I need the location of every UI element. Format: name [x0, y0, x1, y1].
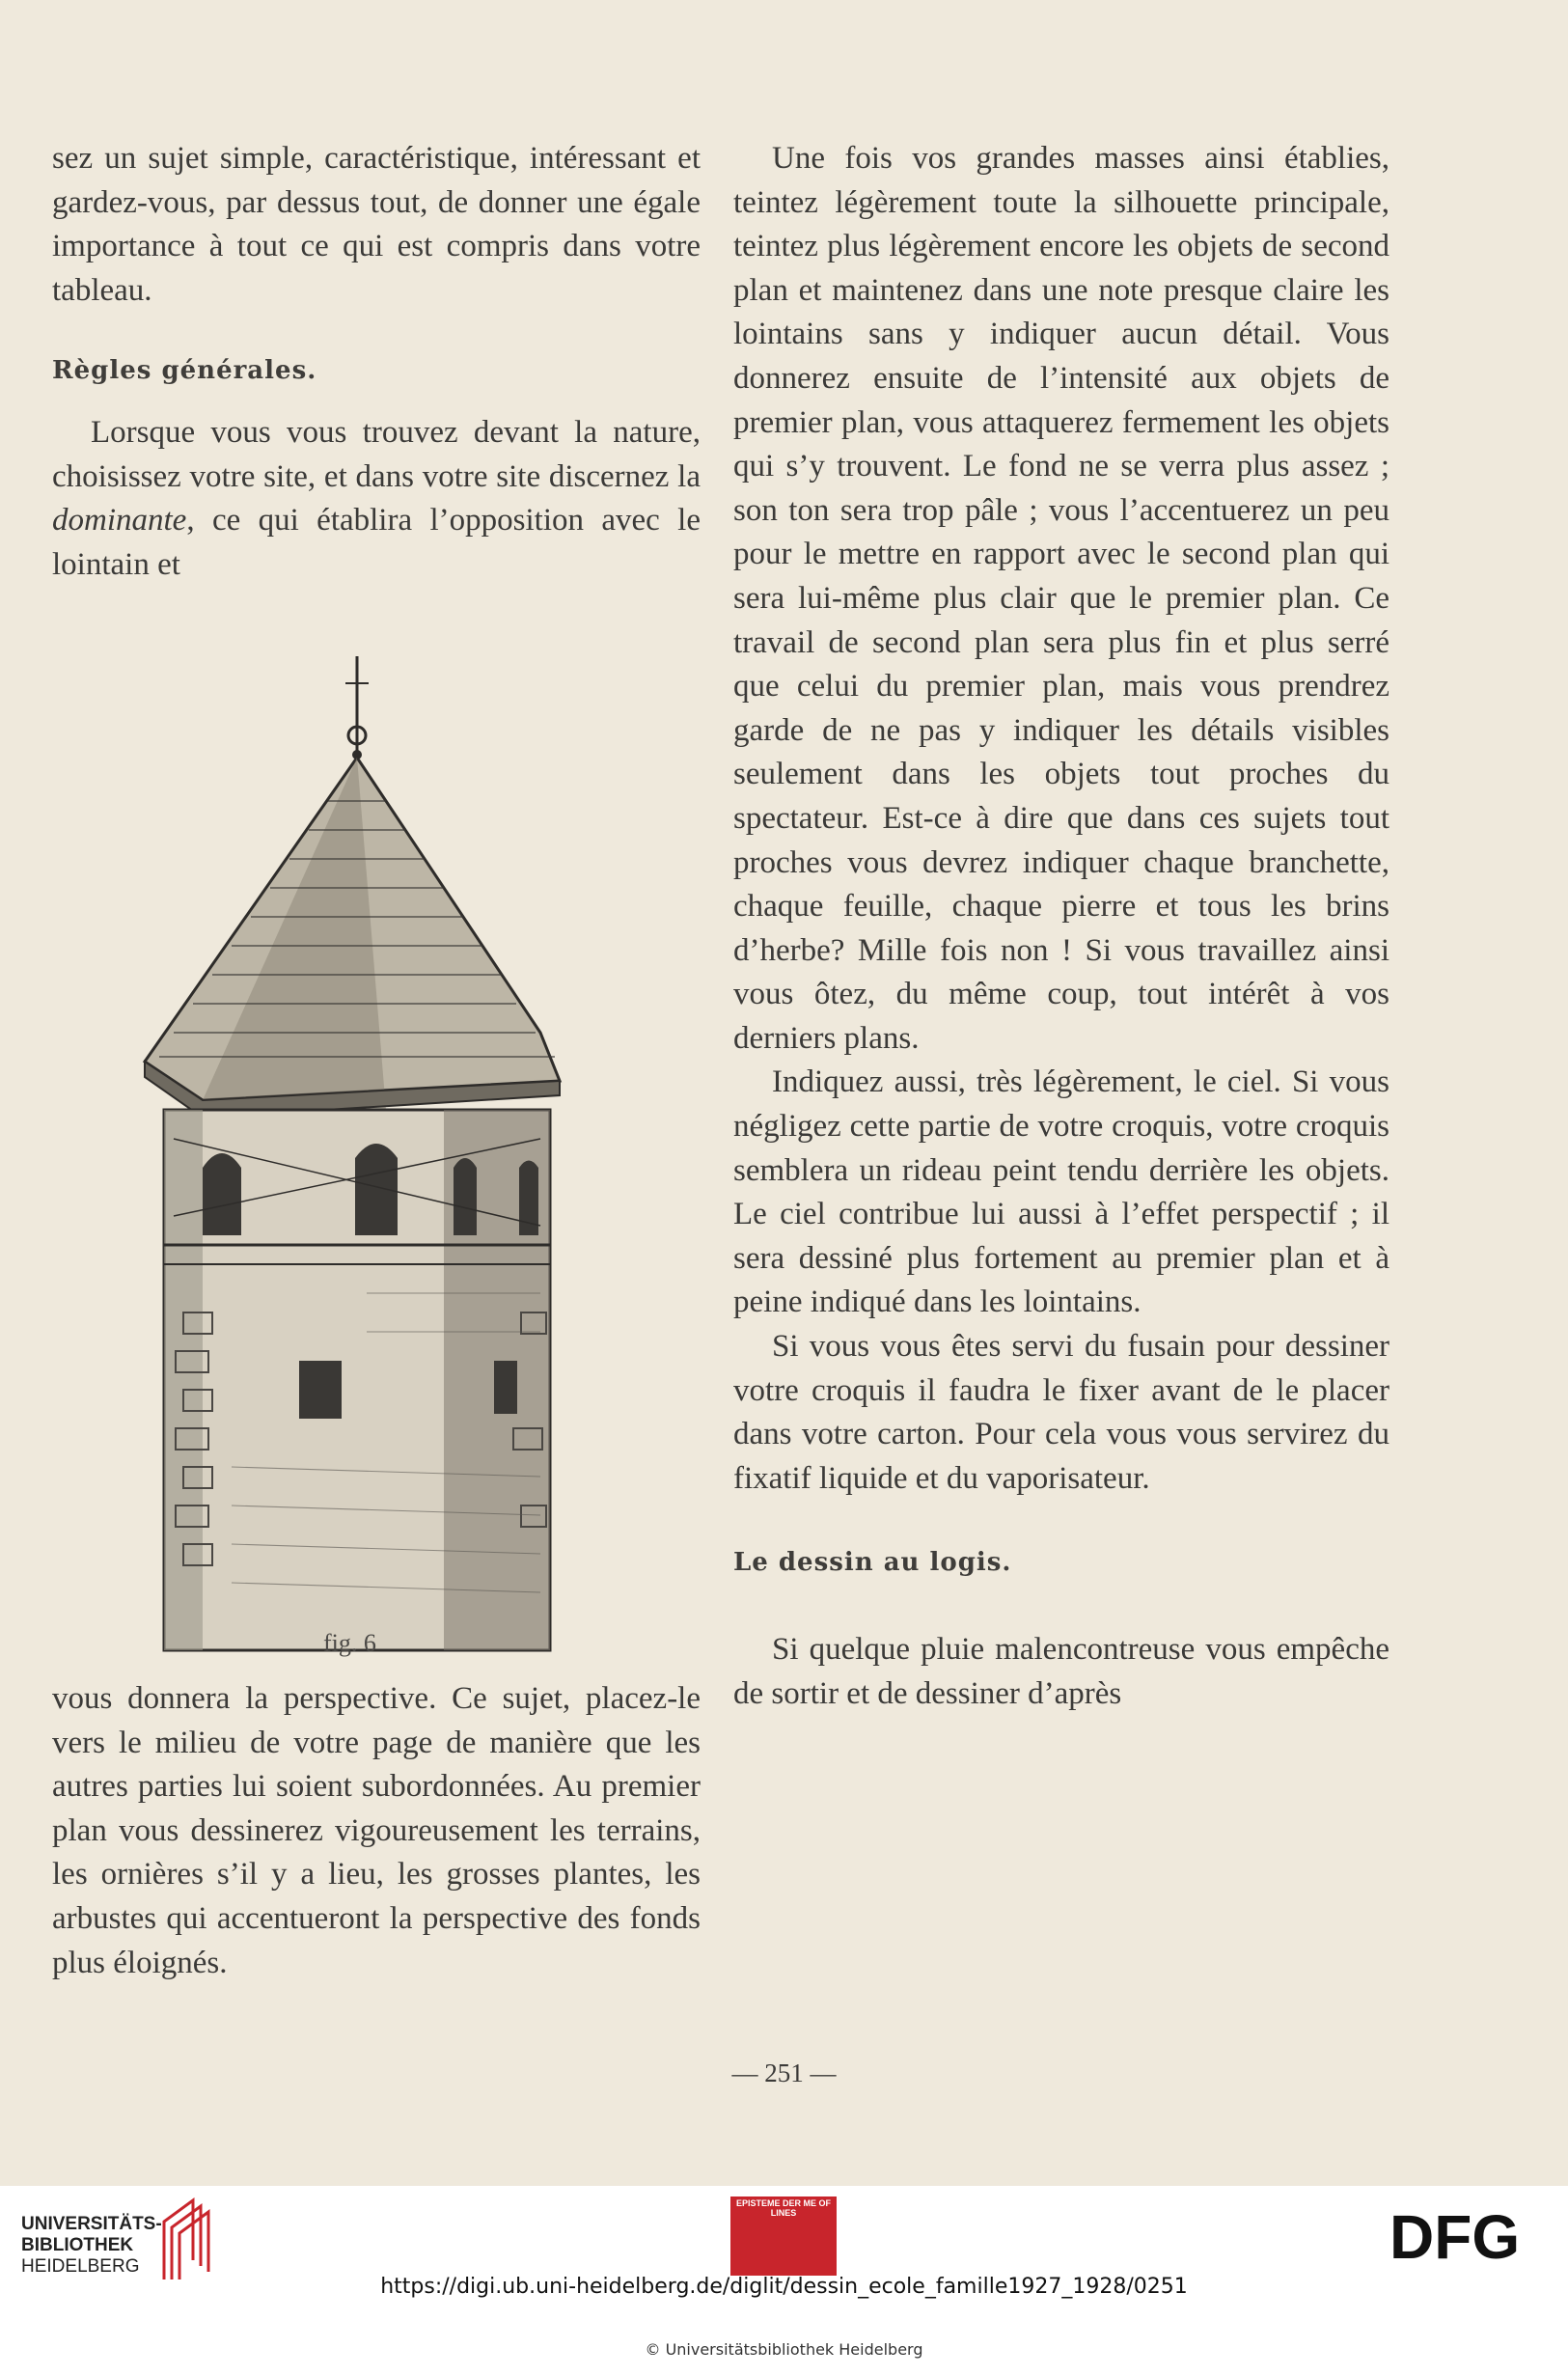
section-heading-regles: Règles générales.: [52, 356, 317, 386]
episteme-logo-text: EPISTEME DER ME OF LINES: [735, 2198, 831, 2218]
library-name-line-1: UNIVERSITÄTS-: [21, 2214, 162, 2234]
left-paragraph-1: sez un sujet simple, caractéristique, intéressant et gardez-vous, par dessus tout, de donner une égale importance à tout ce qui est compris dans votre tableau.: [52, 141, 701, 308]
section-heading-dessin-au-logis: Le dessin au logis.: [733, 1548, 1012, 1578]
left-text-column-lower: [52, 1677, 701, 1985]
left-paragraph-2-start: Lorsque vous vous trouvez devant la nature, choisissez votre site, et dans votre site discernez la: [52, 414, 701, 494]
left-paragraph-3: vous donnera la perspective. Ce sujet, placez-le vers le milieu de votre page de manière que les autres parties lui soient subordonnées. Au premier plan vous dessinerez vigoureusement les terrains, les ornières s’il y a lieu, les grosses plantes, les arbustes qui accentueront la perspective des fonds plus éloignés.: [52, 1681, 701, 1980]
right-paragraph-3: Si vous vous êtes servi du fusain pour dessiner votre croquis il faudra le fixer avant de le placer dans votre carton. Pour cela vous vous servirez du fixatif liquide et du vaporisateur.: [733, 1329, 1389, 1496]
heidelberg-library-logo[interactable]: [21, 2214, 162, 2278]
dfg-logo[interactable]: [1389, 2202, 1554, 2270]
library-name-line-3: HEIDELBERG: [21, 2256, 140, 2277]
right-paragraph-4: Si quelque pluie malencontreuse vous empêche de sortir et de dessiner d’après: [733, 1632, 1389, 1711]
emphasis-dominante: dominante: [52, 503, 187, 539]
left-paragraph-2: [52, 411, 701, 587]
library-name-line-2: BIBLIOTHEK: [21, 2235, 134, 2255]
left-paragraph-2-end: , ce qui établira l’opposition avec le lointain et: [52, 503, 701, 582]
copyright-notice: © Universitätsbibliothek Heidelberg: [645, 2340, 923, 2359]
figure-caption: fig. 6: [323, 1629, 376, 1657]
permalink-url[interactable]: https://digi.ub.uni-heidelberg.de/diglit/dessin_ecole_famille1927_1928/0251: [380, 2275, 1188, 2299]
left-text-column: [52, 137, 701, 587]
right-text-column: [733, 137, 1389, 1716]
tower-illustration: [135, 656, 579, 1660]
dfg-logo-text: DFG: [1389, 2202, 1521, 2270]
right-paragraph-1: Une fois vos grandes masses ainsi établies, teintez légèrement toute la silhouette principale, teintez plus légèrement encore les objets de second plan et maintenez dans une note presque claire les lointains sans y indiquer aucun détail. Vous donnerez ensuite de l’intensité aux objets de premier plan, vous attaquerez fermement les objets qui s’y trouvent. Le fond ne se verra plus assez ; son ton sera trop pâle ; vous l’accentuerez un peu pour le mettre en rapport avec le second plan qui sera lui-même plus clair que le premier plan. Ce travail de second plan sera plus fin et plus serré que celui du premier plan, mais vous prendrez garde de ne pas y indiquer les détails visibles seulement dans les objets tout proches du spectateur. Est-ce à dire que dans ces sujets tout proches vous devrez indiquer chaque branchette, chaque feuille, chaque pierre et tous les brins d’herbe? Mille fois non ! Si vous travaillez ainsi vous ôtez, du même coup, tout intérêt à vos derniers plans.: [733, 141, 1389, 1056]
right-paragraph-2: Indiquez aussi, très légèrement, le ciel. Si vous négligez cette partie de votre croquis, votre croquis semblera un rideau peint tendu derrière les objets. Le ciel contribue lui aussi à l’effet perspectif ; il sera dessiné plus fortement au premier plan et à peine indiqué dans les lointains.: [733, 1064, 1389, 1320]
page-number: — 251 —: [731, 2058, 837, 2087]
